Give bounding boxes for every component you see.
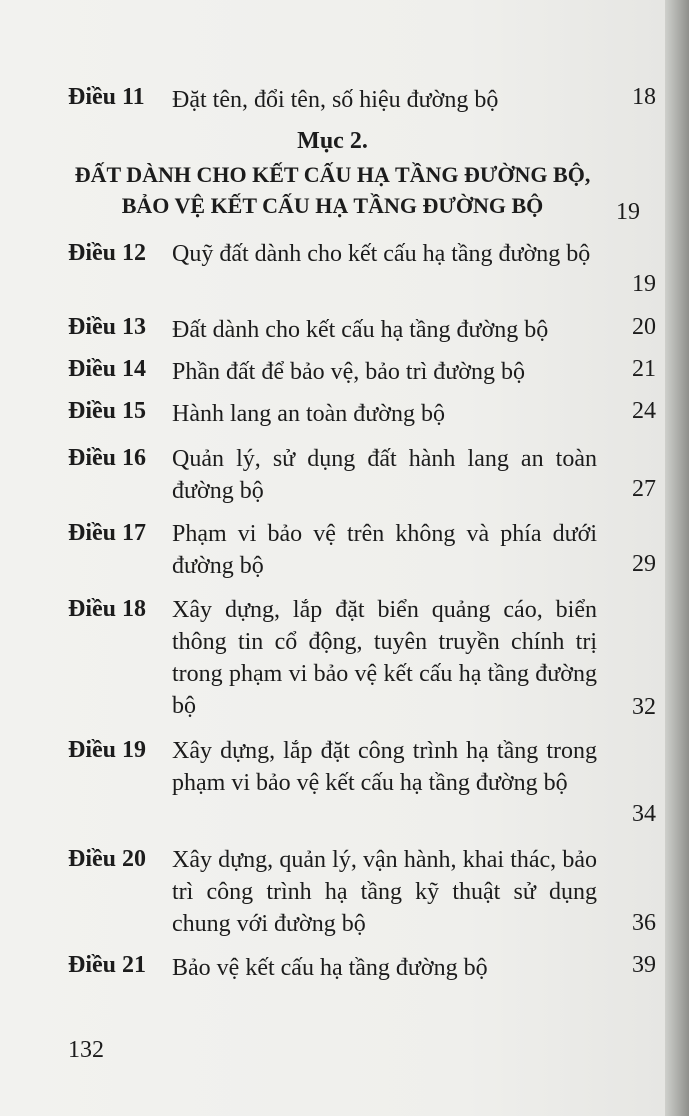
toc-entry-title: Quản lý, sử dụng đất hành lang an toàn đường bộ — [172, 446, 597, 504]
toc-entry-title: Đặt tên, đổi tên, số hiệu đường bộ — [172, 87, 499, 113]
toc-entry-title: Bảo vệ kết cấu hạ tầng đường bộ — [172, 955, 488, 981]
toc-entry-label: Điều 18 — [68, 596, 146, 622]
toc-entry-page: 36 — [632, 910, 656, 936]
toc-entry-page: 29 — [632, 551, 656, 577]
toc-entry-page: 20 — [632, 314, 656, 340]
toc-entry-title: Hành lang an toàn đường bộ — [172, 401, 445, 427]
toc-entry-title: Quỹ đất dành cho kết cấu hạ tầng đường bộ — [172, 241, 591, 267]
toc-entry-title: Xây dựng, lắp đặt công trình hạ tầng trong phạm vi bảo vệ kết cấu hạ tầng đường bộ — [172, 738, 597, 796]
toc-entry-label: Điều 15 — [68, 398, 146, 424]
toc-entry-label: Điều 13 — [68, 314, 146, 340]
toc-entry-label: Điều 19 — [68, 737, 146, 763]
toc-entry-title: Phạm vi bảo vệ trên không và phía dưới đường bộ — [172, 521, 597, 579]
section-title-line1: ĐẤT DÀNH CHO KẾT CẤU HẠ TẦNG ĐƯỜNG BỘ, — [74, 162, 591, 187]
toc-entry-page: 34 — [632, 801, 656, 827]
section-label: Mục 2. — [297, 128, 368, 154]
toc-entry-label: Điều 12 — [68, 240, 146, 266]
toc-entry-title: Xây dựng, lắp đặt biển quảng cáo, biển thông tin cổ động, tuyên truyền chính trị trong phạm vi bảo vệ kết cấu hạ tầng đường bộ — [172, 597, 597, 719]
toc-entry-label: Điều 11 — [68, 84, 145, 110]
toc-entry-title: Xây dựng, quản lý, vận hành, khai thác, bảo trì công trình hạ tầng kỹ thuật sử dụng chung với đường bộ — [172, 847, 597, 937]
toc-entry-page: 21 — [632, 356, 656, 382]
toc-entry-label: Điều 17 — [68, 520, 146, 546]
toc-entry-page: 18 — [632, 84, 656, 110]
toc-entry-page: 39 — [632, 952, 656, 978]
toc-entry-title: Đất dành cho kết cấu hạ tầng đường bộ — [172, 317, 549, 343]
page-edge-shadow — [665, 0, 689, 1116]
page-number: 132 — [68, 1037, 104, 1063]
toc-entry-page: 32 — [632, 694, 656, 720]
toc-entry-label: Điều 20 — [68, 846, 146, 872]
toc-entry-label: Điều 14 — [68, 356, 146, 382]
toc-entry-page: 24 — [632, 398, 656, 424]
section-title-line2: BẢO VỆ KẾT CẤU HẠ TẦNG ĐƯỜNG BỘ — [121, 193, 544, 218]
toc-entry-label: Điều 16 — [68, 445, 146, 471]
toc-entry-label: Điều 21 — [68, 952, 146, 978]
section-page: 19 — [616, 199, 640, 225]
toc-entry-page: 19 — [632, 271, 656, 297]
toc-entry-title: Phần đất để bảo vệ, bảo trì đường bộ — [172, 359, 525, 385]
toc-entry-page: 27 — [632, 476, 656, 502]
